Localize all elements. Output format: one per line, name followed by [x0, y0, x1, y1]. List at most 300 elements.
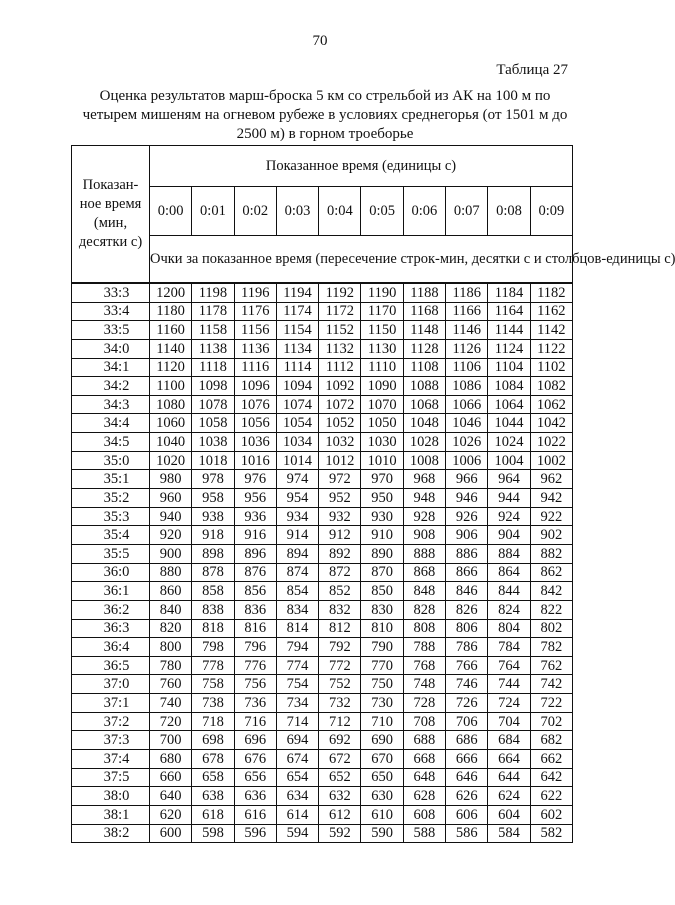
- score-cell: 596: [234, 824, 276, 843]
- score-cell: 1112: [319, 358, 361, 377]
- score-cell: 1038: [192, 433, 234, 452]
- score-cell: 694: [276, 731, 318, 750]
- score-cell: 1186: [446, 283, 488, 302]
- score-cell: 904: [488, 526, 530, 545]
- score-cell: 1036: [234, 433, 276, 452]
- row-time-label: 35:2: [72, 489, 150, 508]
- table-row: [72, 414, 573, 433]
- score-cell: 672: [319, 750, 361, 769]
- score-cell: 976: [234, 470, 276, 489]
- score-cell: 1154: [276, 321, 318, 340]
- score-cell: 784: [488, 638, 530, 657]
- score-cell: 978: [192, 470, 234, 489]
- score-cell: 952: [319, 489, 361, 508]
- score-cell: 1006: [446, 451, 488, 470]
- row-time-label: 33:3: [72, 283, 150, 302]
- score-cell: 1070: [361, 395, 403, 414]
- score-cell: 898: [192, 544, 234, 563]
- row-time-label: 38:0: [72, 787, 150, 806]
- score-cell: 826: [446, 600, 488, 619]
- score-cell: 1048: [403, 414, 445, 433]
- score-cell: 722: [530, 694, 572, 713]
- score-cell: 1152: [319, 321, 361, 340]
- table-row: [72, 750, 573, 769]
- score-cell: 944: [488, 489, 530, 508]
- column-header: 0:09: [530, 187, 572, 236]
- score-cell: 1094: [276, 377, 318, 396]
- score-cell: 696: [234, 731, 276, 750]
- score-cell: 1128: [403, 339, 445, 358]
- score-cell: 718: [192, 712, 234, 731]
- table-row: [72, 470, 573, 489]
- score-cell: 860: [150, 582, 192, 601]
- score-cell: 958: [192, 489, 234, 508]
- score-cell: 1108: [403, 358, 445, 377]
- score-cell: 610: [361, 805, 403, 824]
- score-cell: 642: [530, 768, 572, 787]
- score-cell: 950: [361, 489, 403, 508]
- score-cell: 658: [192, 768, 234, 787]
- score-cell: 1104: [488, 358, 530, 377]
- score-cell: 1146: [446, 321, 488, 340]
- column-header: 0:05: [361, 187, 403, 236]
- score-cell: 970: [361, 470, 403, 489]
- score-cell: 1158: [192, 321, 234, 340]
- score-cell: 968: [403, 470, 445, 489]
- score-cell: 1168: [403, 302, 445, 321]
- score-cell: 740: [150, 694, 192, 713]
- score-cell: 688: [403, 731, 445, 750]
- score-cell: 866: [446, 563, 488, 582]
- score-cell: 682: [530, 731, 572, 750]
- score-cell: 894: [276, 544, 318, 563]
- score-cell: 1008: [403, 451, 445, 470]
- score-cell: 746: [446, 675, 488, 694]
- score-cell: 892: [319, 544, 361, 563]
- score-cell: 620: [150, 805, 192, 824]
- score-cell: 954: [276, 489, 318, 508]
- units-group-header: Показанное время (единицы с): [150, 146, 573, 187]
- score-cell: 648: [403, 768, 445, 787]
- score-cell: 946: [446, 489, 488, 508]
- score-cell: 664: [488, 750, 530, 769]
- column-header: 0:06: [403, 187, 445, 236]
- score-cell: 786: [446, 638, 488, 657]
- score-cell: 1148: [403, 321, 445, 340]
- score-cell: 626: [446, 787, 488, 806]
- score-cell: 700: [150, 731, 192, 750]
- score-cell: 606: [446, 805, 488, 824]
- score-cell: 882: [530, 544, 572, 563]
- score-cell: 864: [488, 563, 530, 582]
- score-table-body: [72, 283, 573, 843]
- row-time-label: 33:4: [72, 302, 150, 321]
- score-cell: 640: [150, 787, 192, 806]
- table-row: [72, 433, 573, 452]
- score-cell: 942: [530, 489, 572, 508]
- score-cell: 798: [192, 638, 234, 657]
- score-cell: 1080: [150, 395, 192, 414]
- score-cell: 1156: [234, 321, 276, 340]
- table-row: [72, 544, 573, 563]
- score-cell: 1134: [276, 339, 318, 358]
- score-cell: 830: [361, 600, 403, 619]
- score-cell: 806: [446, 619, 488, 638]
- score-cell: 936: [234, 507, 276, 526]
- score-cell: 1178: [192, 302, 234, 321]
- table-row: [72, 489, 573, 508]
- score-cell: 1084: [488, 377, 530, 396]
- table-row: [72, 302, 573, 321]
- score-cell: 782: [530, 638, 572, 657]
- score-cell: 884: [488, 544, 530, 563]
- score-cell: 1136: [234, 339, 276, 358]
- score-cell: 1174: [276, 302, 318, 321]
- score-cell: 646: [446, 768, 488, 787]
- score-cell: 876: [234, 563, 276, 582]
- score-cell: 914: [276, 526, 318, 545]
- table-row: [72, 563, 573, 582]
- score-cell: 1092: [319, 377, 361, 396]
- score-cell: 796: [234, 638, 276, 657]
- score-cell: 630: [361, 787, 403, 806]
- score-cell: 1026: [446, 433, 488, 452]
- score-cell: 818: [192, 619, 234, 638]
- score-cell: 1150: [361, 321, 403, 340]
- row-time-label: 34:5: [72, 433, 150, 452]
- row-time-label: 34:1: [72, 358, 150, 377]
- score-cell: 608: [403, 805, 445, 824]
- score-cell: 1076: [234, 395, 276, 414]
- score-cell: 754: [276, 675, 318, 694]
- score-cell: 726: [446, 694, 488, 713]
- table-row: [72, 582, 573, 601]
- score-cell: 1160: [150, 321, 192, 340]
- score-cell: 900: [150, 544, 192, 563]
- row-time-label: 36:3: [72, 619, 150, 638]
- column-header: 0:03: [276, 187, 318, 236]
- score-cell: 628: [403, 787, 445, 806]
- score-cell: 612: [319, 805, 361, 824]
- score-cell: 812: [319, 619, 361, 638]
- score-cell: 674: [276, 750, 318, 769]
- table-row: [72, 712, 573, 731]
- score-cell: 774: [276, 656, 318, 675]
- score-cell: 1098: [192, 377, 234, 396]
- score-cell: 632: [319, 787, 361, 806]
- score-cell: 1184: [488, 283, 530, 302]
- score-cell: 932: [319, 507, 361, 526]
- row-time-label: 35:0: [72, 451, 150, 470]
- score-cell: 710: [361, 712, 403, 731]
- score-cell: 1166: [446, 302, 488, 321]
- score-cell: 1062: [530, 395, 572, 414]
- page-number: 70: [312, 33, 328, 49]
- row-time-label: 38:1: [72, 805, 150, 824]
- score-cell: 980: [150, 470, 192, 489]
- score-cell: 650: [361, 768, 403, 787]
- score-cell: 1106: [446, 358, 488, 377]
- score-cell: 1188: [403, 283, 445, 302]
- score-cell: 1028: [403, 433, 445, 452]
- score-cell: 926: [446, 507, 488, 526]
- score-cell: 644: [488, 768, 530, 787]
- score-cell: 808: [403, 619, 445, 638]
- score-cell: 1056: [234, 414, 276, 433]
- row-time-label: 36:2: [72, 600, 150, 619]
- score-cell: 698: [192, 731, 234, 750]
- row-time-label: 35:5: [72, 544, 150, 563]
- score-cell: 880: [150, 563, 192, 582]
- score-cell: 768: [403, 656, 445, 675]
- score-cell: 604: [488, 805, 530, 824]
- score-cell: 888: [403, 544, 445, 563]
- score-cell: 686: [446, 731, 488, 750]
- score-cell: 1068: [403, 395, 445, 414]
- score-cell: 814: [276, 619, 318, 638]
- score-cell: 928: [403, 507, 445, 526]
- score-cell: 956: [234, 489, 276, 508]
- score-cell: 594: [276, 824, 318, 843]
- row-time-label: 34:2: [72, 377, 150, 396]
- score-cell: 776: [234, 656, 276, 675]
- score-cell: 872: [319, 563, 361, 582]
- column-header: 0:02: [234, 187, 276, 236]
- score-cell: 742: [530, 675, 572, 694]
- score-cell: 822: [530, 600, 572, 619]
- score-cell: 816: [234, 619, 276, 638]
- score-cell: 602: [530, 805, 572, 824]
- score-cell: 1058: [192, 414, 234, 433]
- table-label: Таблица 27: [496, 62, 568, 78]
- score-cell: 638: [192, 787, 234, 806]
- score-cell: 670: [361, 750, 403, 769]
- score-cell: 592: [319, 824, 361, 843]
- score-cell: 654: [276, 768, 318, 787]
- score-cell: 910: [361, 526, 403, 545]
- score-cell: 1050: [361, 414, 403, 433]
- table-row: [72, 731, 573, 750]
- score-cell: 850: [361, 582, 403, 601]
- score-cell: 924: [488, 507, 530, 526]
- score-cell: 1060: [150, 414, 192, 433]
- score-table: [71, 145, 675, 843]
- score-cell: 1140: [150, 339, 192, 358]
- score-cell: 1126: [446, 339, 488, 358]
- table-row: [72, 395, 573, 414]
- column-header: 0:00: [150, 187, 192, 236]
- score-cell: 678: [192, 750, 234, 769]
- score-cell: 886: [446, 544, 488, 563]
- row-time-label: 36:4: [72, 638, 150, 657]
- score-cell: 1004: [488, 451, 530, 470]
- score-cell: 772: [319, 656, 361, 675]
- score-cell: 966: [446, 470, 488, 489]
- table-row: [72, 339, 573, 358]
- table-row: [72, 600, 573, 619]
- score-cell: 852: [319, 582, 361, 601]
- score-cell: 758: [192, 675, 234, 694]
- score-cell: 836: [234, 600, 276, 619]
- score-cell: 762: [530, 656, 572, 675]
- score-cell: 874: [276, 563, 318, 582]
- score-cell: 770: [361, 656, 403, 675]
- score-cell: 736: [234, 694, 276, 713]
- score-cell: 1198: [192, 283, 234, 302]
- score-cell: 622: [530, 787, 572, 806]
- score-cell: 1172: [319, 302, 361, 321]
- score-cell: 760: [150, 675, 192, 694]
- score-cell: 738: [192, 694, 234, 713]
- score-cell: 1090: [361, 377, 403, 396]
- score-cell: 690: [361, 731, 403, 750]
- score-cell: 660: [150, 768, 192, 787]
- row-time-label: 37:3: [72, 731, 150, 750]
- score-cell: 1040: [150, 433, 192, 452]
- row-time-label: 37:0: [72, 675, 150, 694]
- score-cell: 706: [446, 712, 488, 731]
- score-cell: 948: [403, 489, 445, 508]
- score-cell: 1122: [530, 339, 572, 358]
- score-cell: 908: [403, 526, 445, 545]
- score-cell: 1030: [361, 433, 403, 452]
- score-cell: 1200: [150, 283, 192, 302]
- column-header: 0:01: [192, 187, 234, 236]
- score-cell: 668: [403, 750, 445, 769]
- score-cell: 590: [361, 824, 403, 843]
- score-cell: 1180: [150, 302, 192, 321]
- score-cell: 1110: [361, 358, 403, 377]
- table-row: [72, 638, 573, 657]
- score-cell: 856: [234, 582, 276, 601]
- score-cell: 1164: [488, 302, 530, 321]
- score-cell: 624: [488, 787, 530, 806]
- score-cell: 940: [150, 507, 192, 526]
- score-cell: 964: [488, 470, 530, 489]
- score-cell: 1144: [488, 321, 530, 340]
- score-cell: 1044: [488, 414, 530, 433]
- score-cell: 938: [192, 507, 234, 526]
- score-cell: 588: [403, 824, 445, 843]
- score-cell: 1116: [234, 358, 276, 377]
- score-cell: 1192: [319, 283, 361, 302]
- row-time-label: 35:4: [72, 526, 150, 545]
- score-cell: 848: [403, 582, 445, 601]
- table-row: [72, 358, 573, 377]
- score-cell: 802: [530, 619, 572, 638]
- score-cell: 838: [192, 600, 234, 619]
- score-cell: 1100: [150, 377, 192, 396]
- table-row: [72, 321, 573, 340]
- score-cell: 804: [488, 619, 530, 638]
- score-cell: 1014: [276, 451, 318, 470]
- score-cell: 766: [446, 656, 488, 675]
- table-row: [72, 656, 573, 675]
- score-cell: 1034: [276, 433, 318, 452]
- score-cell: 1086: [446, 377, 488, 396]
- score-cell: 846: [446, 582, 488, 601]
- score-cell: 1170: [361, 302, 403, 321]
- table-row: [72, 507, 573, 526]
- row-time-label: 34:4: [72, 414, 150, 433]
- score-cell: 832: [319, 600, 361, 619]
- score-cell: 1114: [276, 358, 318, 377]
- column-header: 0:07: [446, 187, 488, 236]
- column-header: 0:08: [488, 187, 530, 236]
- score-cell: 854: [276, 582, 318, 601]
- score-cell: 920: [150, 526, 192, 545]
- score-cell: 616: [234, 805, 276, 824]
- score-cell: 1024: [488, 433, 530, 452]
- score-cell: 684: [488, 731, 530, 750]
- score-cell: 1132: [319, 339, 361, 358]
- score-cell: 1022: [530, 433, 572, 452]
- score-cell: 1102: [530, 358, 572, 377]
- score-cell: 972: [319, 470, 361, 489]
- score-cell: 748: [403, 675, 445, 694]
- score-cell: 750: [361, 675, 403, 694]
- score-cell: 720: [150, 712, 192, 731]
- score-cell: 918: [192, 526, 234, 545]
- table-row: [72, 451, 573, 470]
- table-row: [72, 619, 573, 638]
- score-cell: 714: [276, 712, 318, 731]
- score-cell: 666: [446, 750, 488, 769]
- row-time-label: 34:0: [72, 339, 150, 358]
- score-cell: 1196: [234, 283, 276, 302]
- score-cell: 1130: [361, 339, 403, 358]
- score-cell: 1052: [319, 414, 361, 433]
- score-cell: 960: [150, 489, 192, 508]
- score-cell: 794: [276, 638, 318, 657]
- score-cell: 724: [488, 694, 530, 713]
- score-cell: 842: [530, 582, 572, 601]
- score-cell: 1194: [276, 283, 318, 302]
- score-cell: 634: [276, 787, 318, 806]
- row-time-label: 33:5: [72, 321, 150, 340]
- table-row: [72, 283, 573, 302]
- score-cell: 1064: [488, 395, 530, 414]
- score-cell: 820: [150, 619, 192, 638]
- score-cell: 1012: [319, 451, 361, 470]
- score-cell: 1002: [530, 451, 572, 470]
- score-cell: 844: [488, 582, 530, 601]
- score-cell: 712: [319, 712, 361, 731]
- score-cell: 1010: [361, 451, 403, 470]
- score-cell: 676: [234, 750, 276, 769]
- score-cell: 906: [446, 526, 488, 545]
- row-time-label: 37:5: [72, 768, 150, 787]
- score-cell: 656: [234, 768, 276, 787]
- score-cell: 708: [403, 712, 445, 731]
- score-cell: 1054: [276, 414, 318, 433]
- score-cell: 730: [361, 694, 403, 713]
- score-cell: 618: [192, 805, 234, 824]
- row-time-label: 37:1: [72, 694, 150, 713]
- score-cell: 912: [319, 526, 361, 545]
- score-cell: 1088: [403, 377, 445, 396]
- score-cell: 734: [276, 694, 318, 713]
- row-time-label: 36:0: [72, 563, 150, 582]
- score-cell: 962: [530, 470, 572, 489]
- score-cell: 704: [488, 712, 530, 731]
- score-cell: 1018: [192, 451, 234, 470]
- score-cell: 702: [530, 712, 572, 731]
- score-cell: 1078: [192, 395, 234, 414]
- table-row: [72, 694, 573, 713]
- score-cell: 1120: [150, 358, 192, 377]
- table-row: [72, 805, 573, 824]
